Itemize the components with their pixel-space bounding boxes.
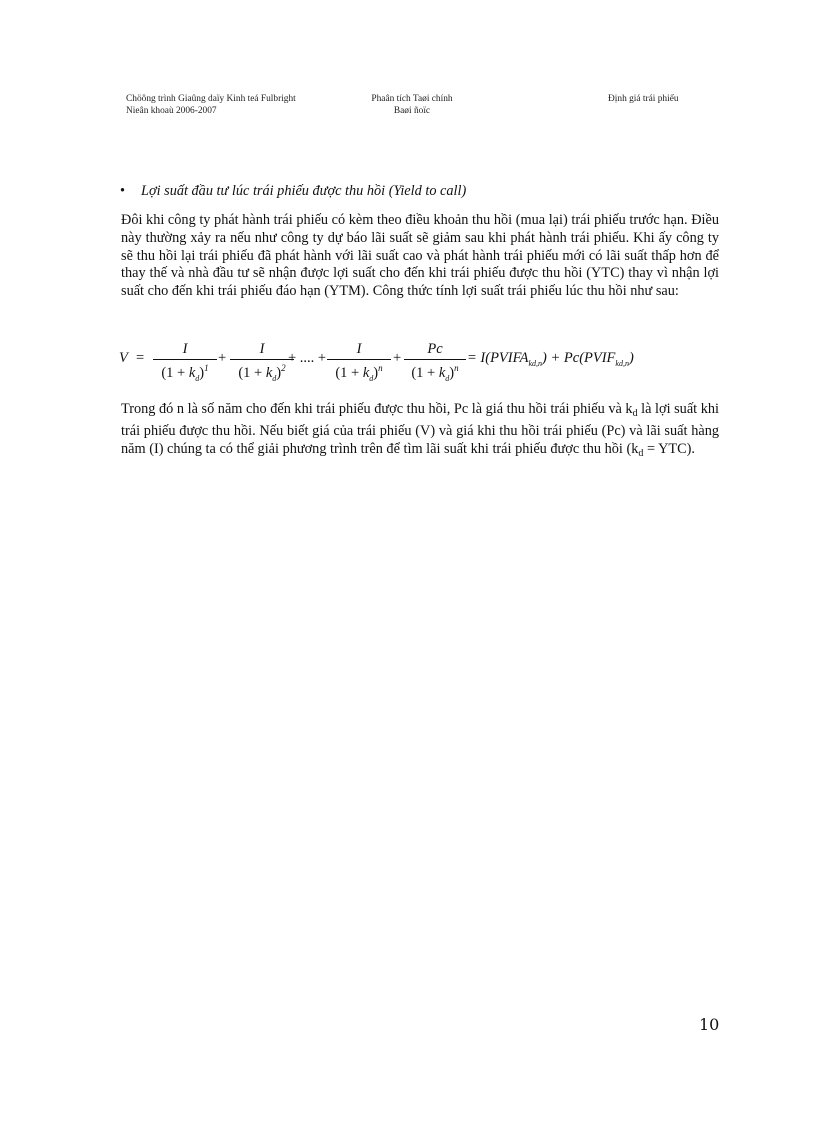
formula-ellipsis: + .... + [288, 350, 327, 366]
paragraph-intro: Đôi khi công ty phát hành trái phiếu có kèm theo điều khoản thu hồi (mua lại) trái phiếu trước hạn. Điều này thường xảy ra nếu như công ty dự báo lãi suất sẽ giảm sau khi phát hành trái phiếu. Khi ấy công ty sẽ thu hồi lại trái phiếu đã phát hành với lãi suất cao và phát hành trái phiếu mới có lãi suất thấp hơn để thay thế và nhà đầu tư sẽ nhận được lợi suất cho đến khi trái phiếu được thu hồi (YTC) thay vì nhận lợi suất cho đến khi trái phiếu đáo hạn (YTM). Công thức tính lợi suất trái phiếu lúc thu hồi như sau: [121, 212, 719, 300]
fraction-bar [327, 359, 391, 360]
termpc-numerator: Pc [427, 341, 443, 357]
termn-denominator: $(1 + k_d)^n$ [335, 363, 383, 383]
fraction-bar [404, 359, 466, 360]
header-year: Nieân khoaù 2006-2007 [126, 105, 217, 116]
header-reading: Baøi ñoïc [393, 105, 431, 116]
section-heading [120, 183, 466, 200]
term2-denominator: $(1 + k_d)^2$ [238, 363, 286, 383]
formula-plus-1: + [218, 350, 227, 366]
term1-numerator: I [182, 341, 188, 357]
term1-denominator: $(1 + k_d)^1$ [161, 363, 209, 383]
formula-lhs: V [119, 350, 128, 366]
fraction-bar [153, 359, 217, 360]
header-right [608, 94, 679, 106]
header-left [126, 94, 296, 117]
section-heading-text: Lợi suất đầu tư lúc trái phiếu được thu hồi (Yield to call) [141, 183, 467, 199]
formula-equals: = [136, 350, 145, 366]
header-program: Chöông trình Giaûng daïy Kinh teá Fulbright [126, 94, 296, 104]
header-center [361, 94, 463, 117]
term2-numerator: I [259, 341, 265, 357]
formula-plus-2: + [393, 350, 402, 366]
ytc-formula [119, 339, 719, 383]
header-course: Phaân tích Taøi chính [371, 94, 453, 104]
paragraph-explanation: Trong đó n là số năm cho đến khi trái phiếu được thu hồi, Pc là giá thu hồi trái phiếu và $k_d$ là lợi suất khi trái phiếu được thu hồi. Nếu biết giá của trái phiếu (V) và giá khi thu hồi trái phiếu (Pc) và lãi suất hàng năm (I) chúng ta có thể giải phương trình trên để tìm lãi suất khi trái phiếu được thu hồi $(k_d = YTC)$. [121, 401, 719, 459]
page-number: 10 [699, 1015, 720, 1034]
termn-numerator: I [356, 341, 362, 357]
fraction-bar [230, 359, 294, 360]
bullet-icon: • [120, 183, 126, 199]
termpc-denominator: $(1 + k_d)^n$ [411, 363, 459, 383]
formula-rhs: = $I(PVIFA_{kd,n})$ + $Pc(PVIF_{kd,n})$ [467, 350, 634, 368]
header-topic: Định giá trái phiếu [608, 94, 679, 104]
